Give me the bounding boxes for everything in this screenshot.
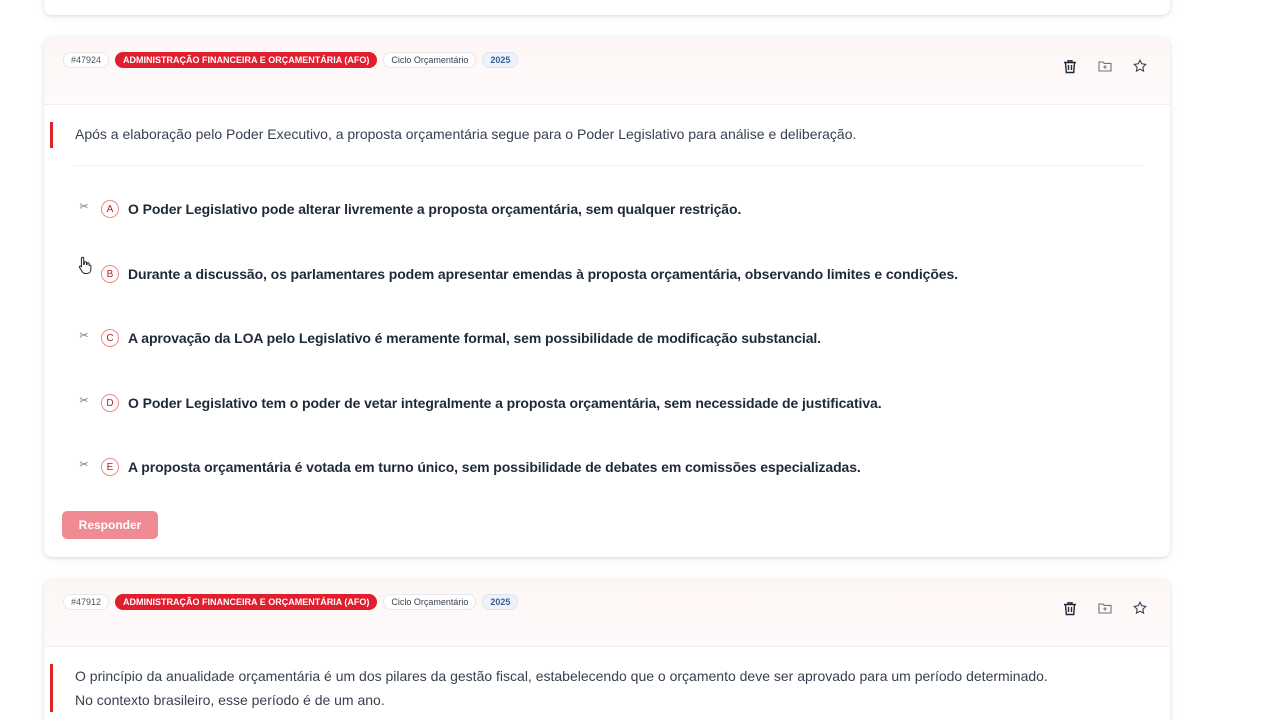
- year-tag[interactable]: 2025: [482, 52, 518, 68]
- option-text: A proposta orçamentária é votada em turno único, sem possibilidade de debates em comissões especializadas.: [128, 459, 861, 475]
- hand-cursor-icon: [78, 256, 92, 274]
- scissors-icon[interactable]: ✂: [79, 458, 89, 471]
- scissors-icon[interactable]: ✂: [79, 200, 89, 213]
- question-statement: [50, 122, 1150, 148]
- question-header: [44, 579, 1170, 647]
- statement-line: No contexto brasileiro, esse período é de um ano.: [75, 692, 385, 708]
- subject-tag[interactable]: ADMINISTRAÇÃO FINANCEIRA E ORÇAMENTÁRIA (AFO): [115, 594, 377, 610]
- question-actions: [1062, 58, 1148, 74]
- year-tag[interactable]: 2025: [482, 594, 518, 610]
- option-letter: E: [101, 458, 119, 476]
- question-card: [44, 37, 1170, 557]
- folder-plus-icon[interactable]: [1097, 600, 1113, 616]
- question-actions: [1062, 600, 1148, 616]
- question-id-tag: #47924: [63, 52, 109, 68]
- question-tags: [63, 594, 518, 610]
- option-a[interactable]: [78, 197, 1138, 221]
- previous-question-card: [44, 0, 1170, 15]
- scissors-icon[interactable]: ✂: [79, 394, 89, 407]
- question-card: [44, 579, 1170, 720]
- option-letter: A: [101, 200, 119, 218]
- statement-line: O princípio da anualidade orçamentária é um dos pilares da gestão fiscal, estabelecendo que o orçamento deve ser aprovado para um período determinado.: [75, 668, 1048, 684]
- option-letter: C: [101, 329, 119, 347]
- question-header: [44, 37, 1170, 105]
- subject-tag[interactable]: ADMINISTRAÇÃO FINANCEIRA E ORÇAMENTÁRIA (AFO): [115, 52, 377, 68]
- option-text: O Poder Legislativo pode alterar livremente a proposta orçamentária, sem qualquer restrição.: [128, 201, 742, 217]
- star-icon[interactable]: [1132, 58, 1148, 74]
- trash-icon[interactable]: [1062, 600, 1078, 616]
- option-e[interactable]: [78, 455, 1138, 479]
- star-icon[interactable]: [1132, 600, 1148, 616]
- option-d[interactable]: [78, 391, 1138, 415]
- folder-plus-icon[interactable]: [1097, 58, 1113, 74]
- question-tags: [63, 52, 518, 68]
- question-id-tag: #47912: [63, 594, 109, 610]
- scissors-icon[interactable]: ✂: [79, 329, 89, 342]
- topic-tag[interactable]: Ciclo Orçamentário: [383, 594, 476, 610]
- option-text: A aprovação da LOA pelo Legislativo é meramente formal, sem possibilidade de modificação substancial.: [128, 330, 821, 346]
- trash-icon[interactable]: [1062, 58, 1078, 74]
- option-text: Durante a discussão, os parlamentares podem apresentar emendas à proposta orçamentária, observando limites e condições.: [128, 266, 958, 282]
- statement-text: Após a elaboração pelo Poder Executivo, a proposta orçamentária segue para o Poder Legislativo para análise e deliberação.: [75, 126, 857, 142]
- option-letter: B: [101, 265, 119, 283]
- option-text: O Poder Legislativo tem o poder de vetar integralmente a proposta orçamentária, sem necessidade de justificativa.: [128, 395, 882, 411]
- divider: [74, 165, 1144, 166]
- question-statement: [50, 664, 1150, 712]
- respond-button[interactable]: Responder: [62, 511, 158, 539]
- option-b[interactable]: [78, 262, 1138, 286]
- topic-tag[interactable]: Ciclo Orçamentário: [383, 52, 476, 68]
- option-c[interactable]: [78, 326, 1138, 350]
- option-letter: D: [101, 394, 119, 412]
